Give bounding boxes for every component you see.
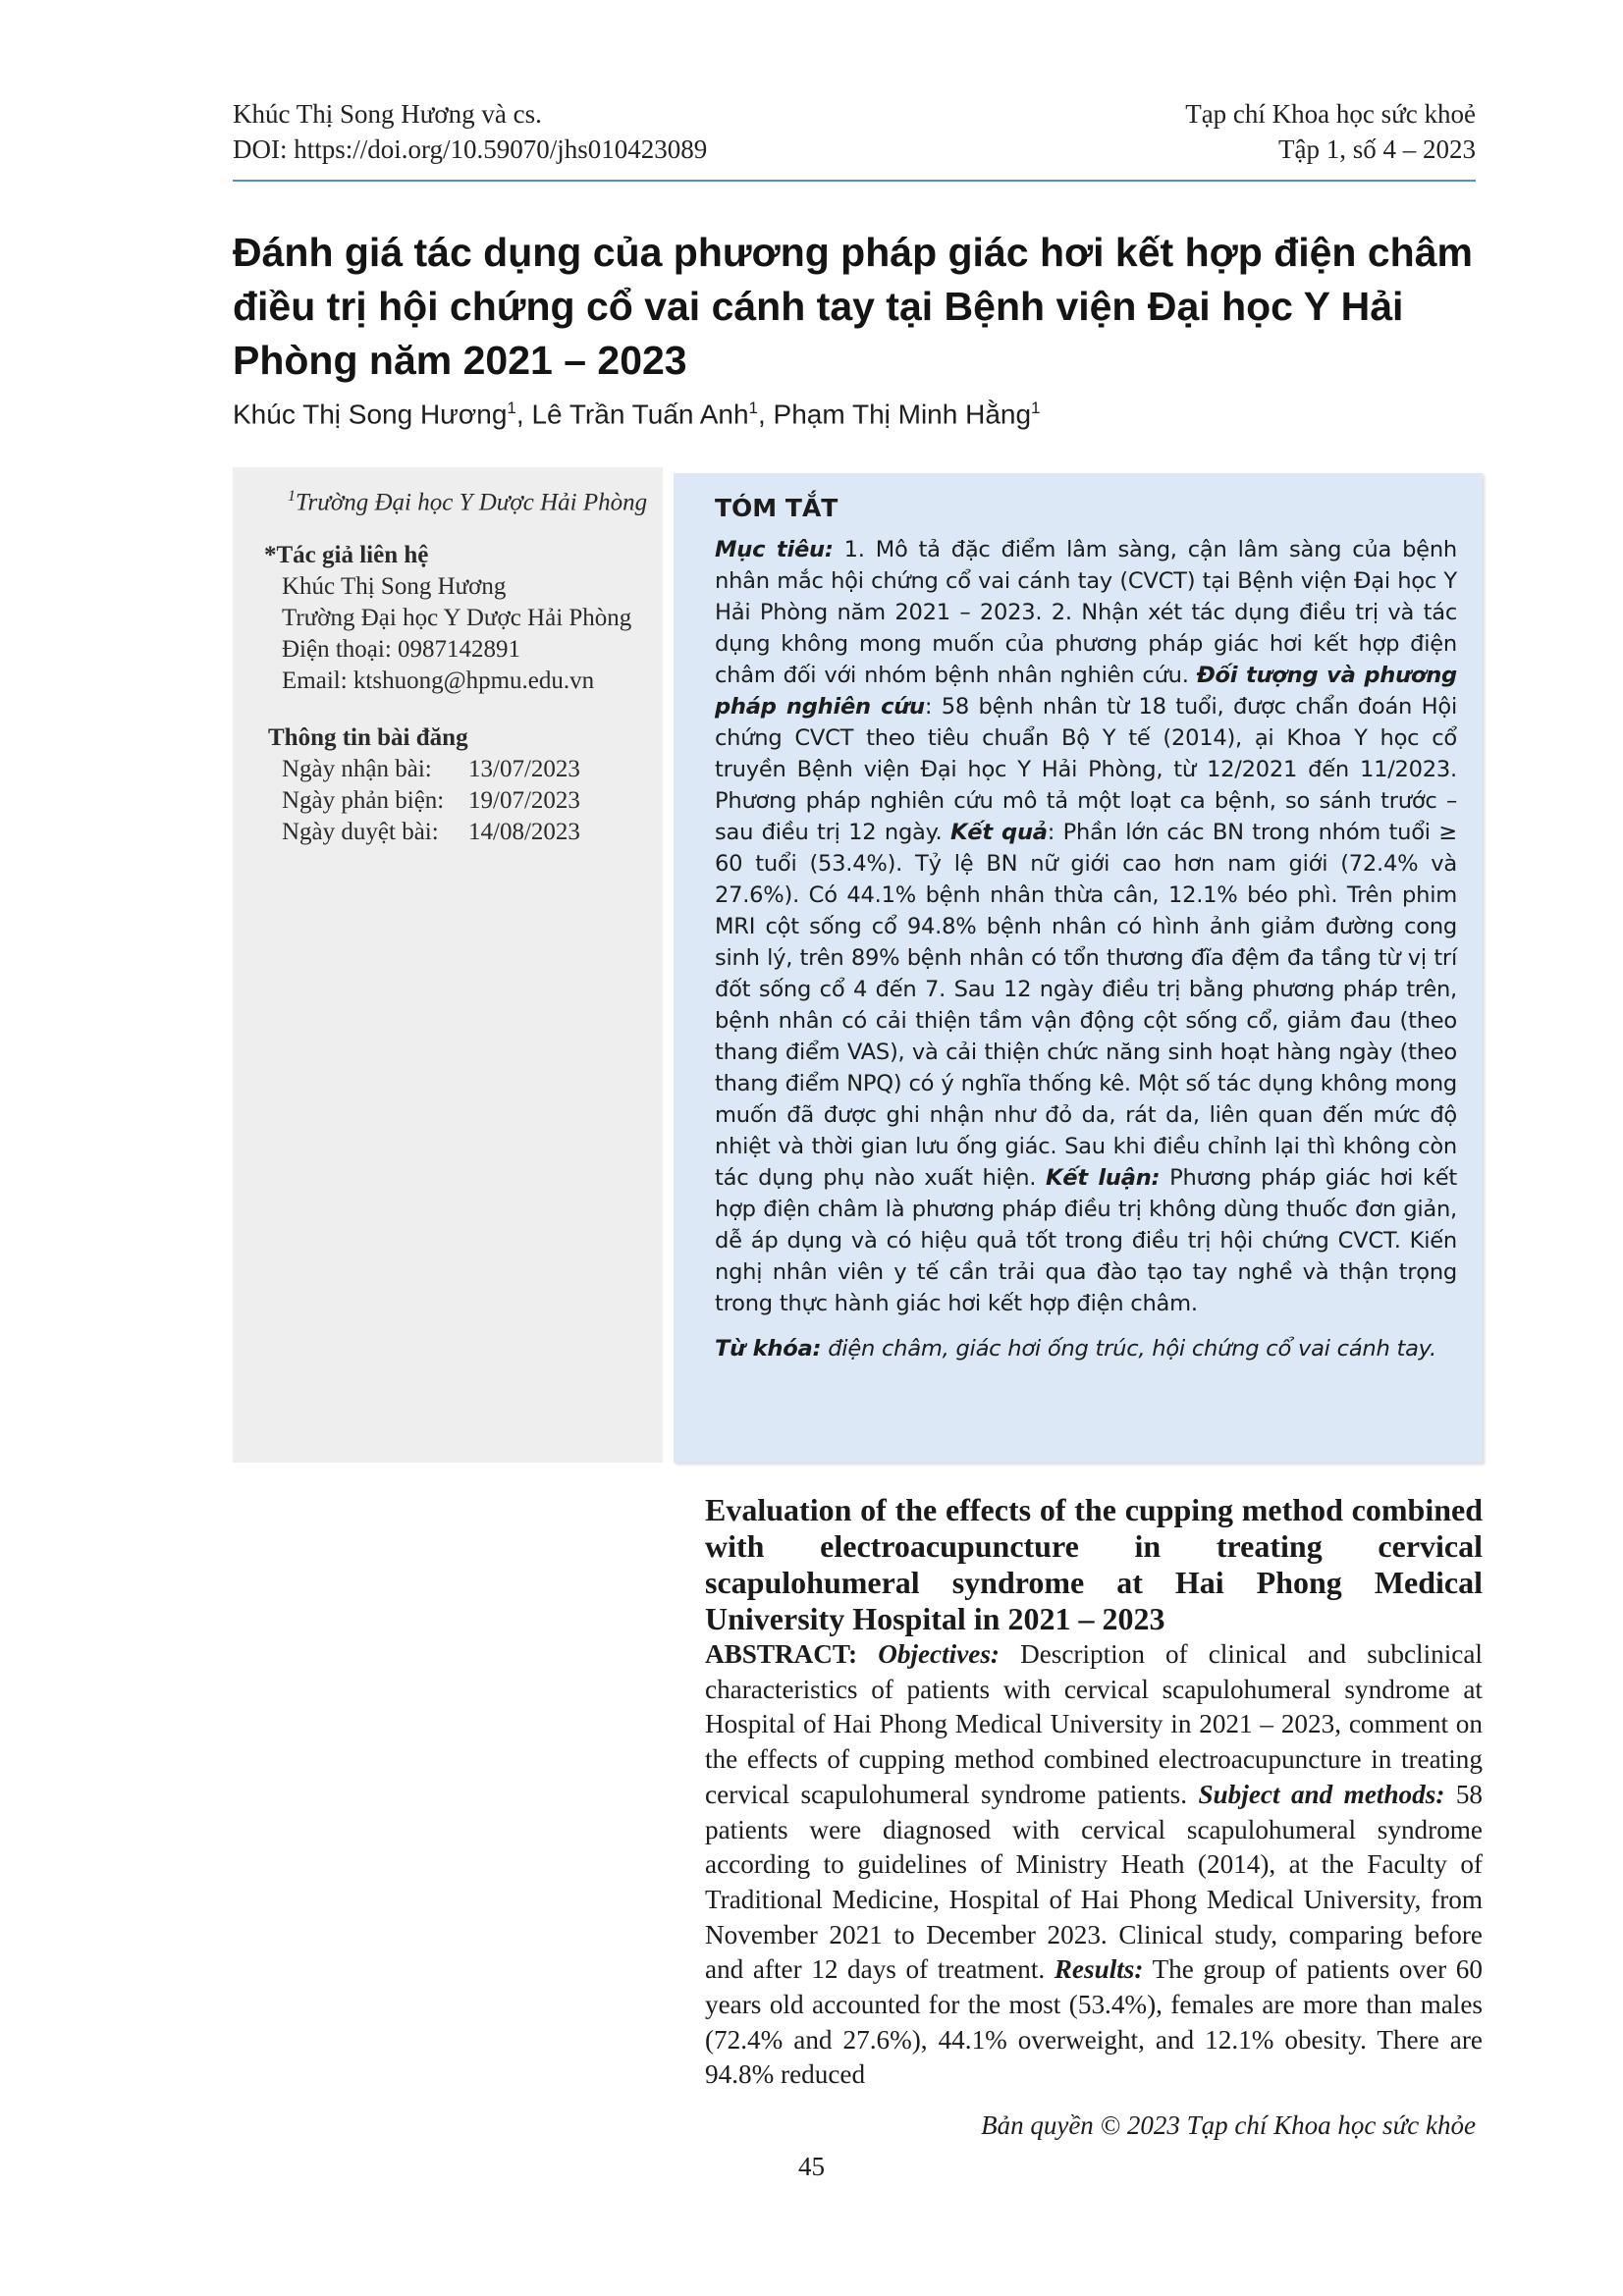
publication-info-heading: Thông tin bài đăng (268, 724, 468, 752)
conclusion-text: Phương pháp giác hơi kết hợp điện châm là phương pháp điều trị không dùng thuốc đơn giản, dễ áp dụng và có hiệu quả tốt trong điều trị hội chứng CVCT. Kiến nghị nhân viên y tế cần trải qua đào tạo tay nghề và thận trọng trong thực hành giác hơi kết hợp điện châm. (715, 1165, 1457, 1316)
date-label: Ngày nhận bài: (282, 756, 432, 783)
header-journal: Tạp chí Khoa học sức khoẻ (1185, 99, 1476, 129)
corresponding-author-heading: *Tác giả liên hệ (264, 542, 429, 569)
date-reviewed-row (254, 785, 663, 817)
keywords-label: Từ khóa: (715, 1336, 822, 1362)
author-list: Khúc Thị Song Hương$^1$, Lê Trần Tuấn Anh$^1$, Phạm Thị Minh Hằng$^1$ (233, 399, 1041, 430)
author-name: Lê Trần Tuấn Anh (531, 399, 749, 430)
affiliation (254, 481, 663, 518)
date-label: Ngày duyệt bài: (282, 819, 439, 846)
methods-text: 58 patients were diagnosed with cervical scapulohumeral syndrome according to guidelines of Ministry Heath (2014), at the Faculty of Traditional Medicine, Hospital of Hai Phong Medical University, from November 2021 to December 2023. Clinical study, comparing before and after 12 days of treatment. (705, 1779, 1484, 1985)
affiliation-name: Trường Đại học Y Dược Hải Phòng (296, 489, 648, 516)
objective-label: Mục tiêu: (715, 537, 834, 562)
methods-text: : 58 bệnh nhân từ 18 tuổi, được chẩn đoán Hội chứng CVCT theo tiêu chuẩn Bộ Y tế (2014), ại Khoa Y học cổ truyền Bệnh viện Đại học Y Hải Phòng, từ 12/2021 đến 11/2023. Phương pháp nghiên cứu mô tả một loạt ca bệnh, so sánh trước – sau điều trị 12 ngày. (715, 694, 1457, 845)
results-label: Results: (1054, 1954, 1144, 1985)
author-affiliation-mark: 1 (748, 399, 758, 417)
article-info-sidebar (233, 467, 663, 1463)
english-title: Evaluation of the effects of the cupping method combined with electroacupuncture in treating cervical scapulohumeral syndrome at Hai Phong Medical University Hospital in 2021 – 2023 (705, 1492, 1483, 1636)
date-received-row (254, 754, 663, 785)
affiliation-mark: 1 (288, 488, 296, 505)
header-volume: Tập 1, số 4 – 2023 (1278, 134, 1476, 164)
running-header-left (233, 96, 707, 167)
author-affiliation-mark: 1 (507, 399, 516, 417)
corresponding-author-name: Khúc Thị Song Hương (282, 573, 507, 601)
date-value: 19/07/2023 (468, 787, 580, 815)
date-label: Ngày phản biện: (282, 787, 445, 815)
corresponding-author-org: Trường Đại học Y Dược Hải Phòng (282, 605, 632, 632)
date-accepted-row (254, 817, 663, 848)
english-abstract (705, 1637, 1483, 2093)
keywords (715, 1333, 1457, 1364)
conclusion-label: Kết luận: (1046, 1165, 1161, 1191)
header-doi: DOI: https://doi.org/10.59070/jhs010423089 (233, 134, 708, 164)
objectives-text: Description of clinical and subclinical characteristics of patients with cervical scapulohumeral syndrome at Hospital of Hai Phong Medical University in 2021 – 2023, comment on the effects of cupping method combined electroacupuncture in treating cervical scapulohumeral syndrome patients. (705, 1639, 1483, 1809)
methods-label: Đối tượng và phương pháp nghiên cứu (715, 663, 1457, 720)
author-name: Khúc Thị Song Hương (233, 399, 508, 430)
corresponding-author-email: Email: ktshuong@hpmu.edu.vn (282, 667, 595, 695)
abstract-label: ABSTRACT: (705, 1639, 858, 1669)
abstract-body (715, 534, 1457, 1319)
keywords-text: điện châm, giác hơi ống trúc, hội chứng cổ vai cánh tay. (821, 1336, 1436, 1362)
header-divider (233, 180, 1476, 182)
corresponding-author-phone: Điện thoại: 0987142891 (282, 636, 521, 664)
copyright-notice: Bản quyền © 2023 Tạp chí Khoa học sức khỏe (981, 2110, 1476, 2140)
results-text: : Phần lớn các BN trong nhóm tuổi ≥ 60 tuổi (53.4%). Tỷ lệ BN nữ giới cao hơn nam giới (72.4% và 27.6%). Có 44.1% bệnh nhân thừa cân, 12.1% béo phì. Trên phim MRI cột sống cổ 94.8% bệnh nhân có hình ảnh giảm đường cong sinh lý, trên 89% bệnh nhân có tổn thương đĩa đệm đa tầng từ vị trí đốt sống cổ 4 đến 7. Sau 12 ngày điều trị bằng phương pháp trên, bệnh nhân có cải thiện tầm vận động cột sống cổ, giảm đau (theo thang điểm VAS), và cải thiện chức năng sinh hoạt hàng ngày (theo thang điểm NPQ) có ý nghĩa thống kê. Một số tác dụng không mong muốn đã được ghi nhận như đỏ da, rát da, liên quan đến mức độ nhiệt và thời gian lưu ống giác. Sau khi điều chỉnh lại thì không còn tác dụng phụ nào xuất hiện. (715, 820, 1457, 1191)
objectives-label: Objectives: (878, 1639, 1000, 1669)
results-text: The group of patients over 60 years old accounted for the most (53.4%), females are more than males (72.4% and 27.6%), 44.1% overweight, and 12.1% obesity. There are 94.8% reduced (705, 1954, 1483, 2090)
objective-text: 1. Mô tả đặc điểm lâm sàng, cận lâm sàng của bệnh nhân mắc hội chứng cổ vai cánh tay (CVCT) tại Bệnh viện Đại học Y Hải Phòng năm 2021 – 2023. 2. Nhận xét tác dụng điều trị và tác dụng không mong muốn của phương pháp giác hơi kết hợp điện châm đối với nhóm bệnh nhân nghiên cứu. (715, 537, 1457, 688)
page-number: 45 (798, 2152, 825, 2181)
header-authors: Khúc Thị Song Hương và cs. (233, 99, 542, 129)
article-title: Đánh giá tác dụng của phương pháp giác hơi kết hợp điện châm điều trị hội chứng cổ vai cánh tay tại Bệnh viện Đại học Y Hải Phòng năm 2021 – 2023 (233, 230, 1473, 383)
date-value: 13/07/2023 (468, 756, 580, 783)
vietnamese-abstract-box (674, 473, 1483, 1463)
author-affiliation-mark: 1 (1031, 399, 1041, 417)
results-label: Kết quả (949, 820, 1048, 845)
abstract-heading: TÓM TẮT (715, 494, 839, 522)
author-name: Phạm Thị Minh Hằng (773, 399, 1032, 430)
methods-label: Subject and methods: (1198, 1779, 1445, 1809)
running-header-right (1185, 96, 1476, 167)
date-value: 14/08/2023 (468, 819, 580, 846)
